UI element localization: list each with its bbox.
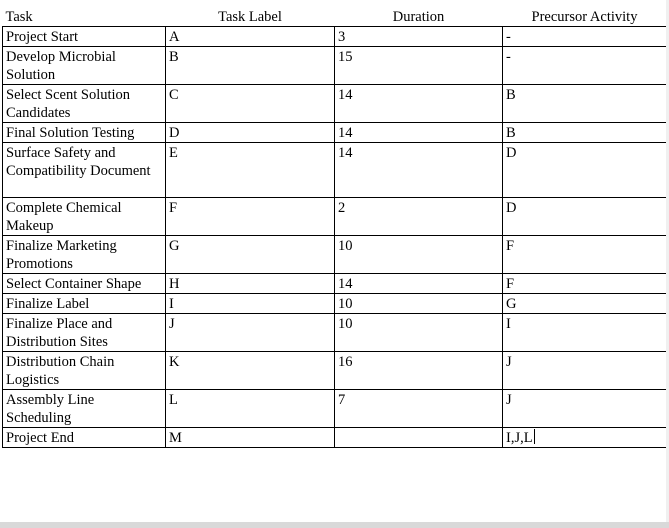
label-cell[interactable]: H xyxy=(166,274,335,294)
task-cell[interactable]: Project End xyxy=(3,428,166,448)
label-cell[interactable]: F xyxy=(166,198,335,236)
duration-cell[interactable]: 10 xyxy=(335,236,503,274)
precursor-cell[interactable]: J xyxy=(503,390,667,428)
task-cell[interactable]: Project Start xyxy=(3,27,166,47)
table-row xyxy=(3,198,667,236)
duration-cell[interactable] xyxy=(335,428,503,448)
duration-cell[interactable]: 3 xyxy=(335,27,503,47)
task-cell[interactable]: Select Container Shape xyxy=(3,274,166,294)
duration-cell[interactable]: 14 xyxy=(335,123,503,143)
header-task: Task xyxy=(3,8,166,27)
precursor-cell[interactable]: F xyxy=(503,274,667,294)
label-cell[interactable]: D xyxy=(166,123,335,143)
table-row xyxy=(3,236,667,274)
precursor-cell[interactable]: D xyxy=(503,198,667,236)
table-row xyxy=(3,47,667,85)
duration-cell[interactable]: 7 xyxy=(335,390,503,428)
precursor-cell[interactable] xyxy=(503,428,667,448)
duration-cell[interactable]: 16 xyxy=(335,352,503,390)
table-row xyxy=(3,85,667,123)
duration-cell[interactable]: 10 xyxy=(335,294,503,314)
task-cell[interactable]: Assembly Line Scheduling xyxy=(3,390,166,428)
precursor-cell[interactable]: G xyxy=(503,294,667,314)
bottom-scrollbar[interactable] xyxy=(0,522,669,528)
task-cell[interactable]: Surface Safety and Compatibility Document xyxy=(3,143,166,198)
precursor-cell[interactable]: B xyxy=(503,123,667,143)
table-row xyxy=(3,27,667,47)
header-task-label: Task Label xyxy=(166,8,335,27)
task-cell[interactable]: Complete Chemical Makeup xyxy=(3,198,166,236)
precursor-cell[interactable]: - xyxy=(503,47,667,85)
label-cell[interactable]: A xyxy=(166,27,335,47)
duration-cell[interactable]: 14 xyxy=(335,143,503,198)
duration-cell[interactable]: 2 xyxy=(335,198,503,236)
label-cell[interactable]: J xyxy=(166,314,335,352)
precursor-cell[interactable]: - xyxy=(503,27,667,47)
table-row xyxy=(3,428,667,448)
label-cell[interactable]: G xyxy=(166,236,335,274)
label-cell[interactable]: K xyxy=(166,352,335,390)
table-row xyxy=(3,352,667,390)
duration-cell[interactable]: 14 xyxy=(335,85,503,123)
precursor-cell[interactable]: F xyxy=(503,236,667,274)
task-cell[interactable]: Finalize Place and Distribution Sites xyxy=(3,314,166,352)
task-cell[interactable]: Distribution Chain Logistics xyxy=(3,352,166,390)
table-row xyxy=(3,314,667,352)
duration-cell[interactable]: 14 xyxy=(335,274,503,294)
duration-cell[interactable]: 15 xyxy=(335,47,503,85)
precursor-cell[interactable]: I xyxy=(503,314,667,352)
header-row xyxy=(3,8,667,27)
header-precursor: Precursor Activity xyxy=(503,8,667,27)
table-row xyxy=(3,123,667,143)
label-cell[interactable]: I xyxy=(166,294,335,314)
text-cursor xyxy=(534,429,535,444)
precursor-cell[interactable]: D xyxy=(503,143,667,198)
table-row xyxy=(3,274,667,294)
duration-cell[interactable]: 10 xyxy=(335,314,503,352)
label-cell[interactable]: B xyxy=(166,47,335,85)
label-cell[interactable]: M xyxy=(166,428,335,448)
label-cell[interactable]: L xyxy=(166,390,335,428)
precursor-value: I,J,L xyxy=(506,430,533,446)
table-row xyxy=(3,390,667,428)
header-duration: Duration xyxy=(335,8,503,27)
task-cell[interactable]: Develop Microbial Solution xyxy=(3,47,166,85)
task-cell[interactable]: Final Solution Testing xyxy=(3,123,166,143)
table-row xyxy=(3,294,667,314)
task-table xyxy=(2,8,667,448)
task-cell[interactable]: Finalize Marketing Promotions xyxy=(3,236,166,274)
table-row xyxy=(3,143,667,198)
task-cell[interactable]: Finalize Label xyxy=(3,294,166,314)
label-cell[interactable]: E xyxy=(166,143,335,198)
precursor-cell[interactable]: J xyxy=(503,352,667,390)
task-cell[interactable]: Select Scent Solution Candidates xyxy=(3,85,166,123)
precursor-cell[interactable]: B xyxy=(503,85,667,123)
label-cell[interactable]: C xyxy=(166,85,335,123)
